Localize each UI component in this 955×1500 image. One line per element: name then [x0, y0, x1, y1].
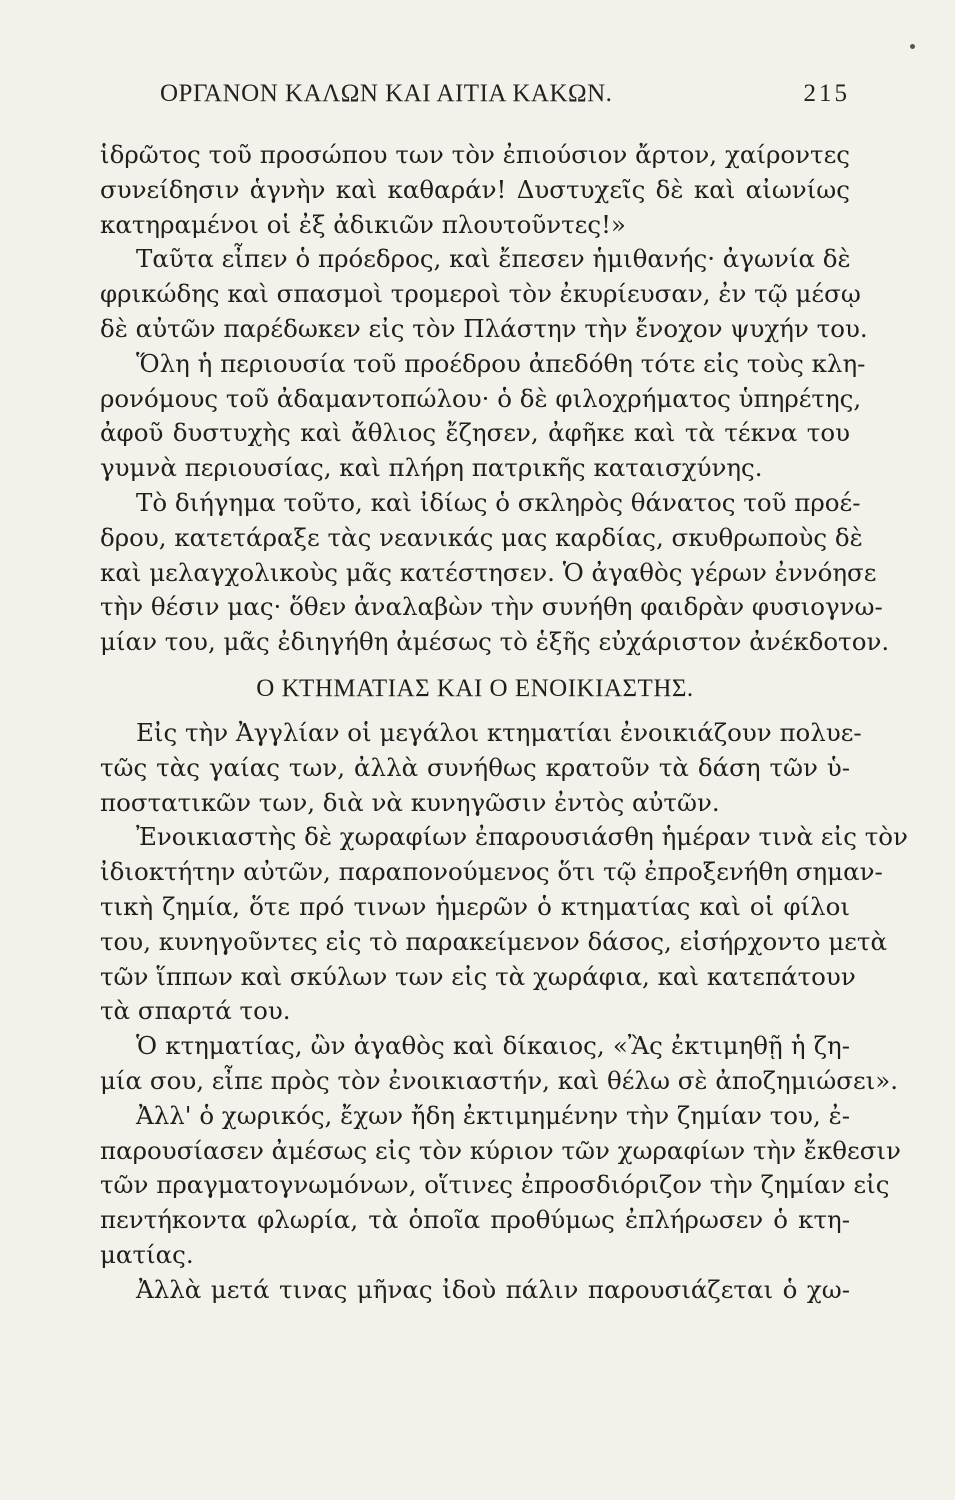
text-line: ἰδιοκτήτην αὐτῶν, παραπονούμενος ὅτι τῷ ἐπροξενήθη σημαν- [100, 857, 883, 887]
text-line: Ὁ κτηματίας, ὢν ἀγαθὸς καὶ δίκαιος, «Ἂς ἐκτιμηθῇ ἡ ζη- [136, 1031, 850, 1061]
paragraph [100, 242, 868, 346]
text-line: ποστατικῶν των, διὰ νὰ κυνηγῶσιν ἐντὸς αὐτῶν. [100, 787, 720, 817]
text-line: του, κυνηγοῦντες εἰς τὸ παρακείμενον δάσος, εἰσήρχοντο μετὰ [100, 926, 888, 956]
text-block-top [100, 138, 890, 660]
text-line: φρικώδης καὶ σπασμοὶ τρομεροὶ τὸν ἐκυρίευσαν, ἐν τῷ μέσῳ [100, 279, 861, 309]
text-line: μίαν του, μᾶς ἐδιηγήθη ἀμέσως τὸ ἑξῆς εὐχάριστον ἀνέκδοτον. [100, 627, 890, 657]
text-line: συνείδησιν ἁγνὴν καὶ καθαράν! Δυστυχεῖς δὲ καὶ αἰωνίως [100, 174, 850, 204]
paragraph [100, 1273, 850, 1308]
text-line: παρουσίασεν ἀμέσως εἰς τὸν κύριον τῶν χωραφίων τὴν ἔκθεσιν [100, 1135, 901, 1165]
paragraph [100, 716, 862, 820]
text-line: τὴν θέσιν μας· ὅθεν ἀναλαβὼν τὴν συνήθη φαιδρὰν φυσιογνω- [100, 592, 883, 622]
text-line: πεντήκοντα φλωρία, τὰ ὁποῖα προθύμως ἐπλήρωσεν ὁ κτη- [100, 1205, 850, 1235]
text-line: ἱδρῶτος τοῦ προσώπου των τὸν ἐπιούσιον ἄρτον, χαίροντες [100, 140, 850, 169]
text-line: Ἀλλ' ὁ χωρικός, ἔχων ἤδη ἐκτιμημένην τὴν ζημίαν του, ἐ- [136, 1100, 850, 1130]
text-line: κατηραμένοι οἱ ἐξ ἀδικιῶν πλουτοῦντες!» [100, 209, 626, 239]
text-line: ματίας. [100, 1239, 194, 1269]
text-line: δρου, κατετάραξε τὰς νεανικάς μας καρδίας, σκυθρωποὺς δὲ [100, 522, 863, 552]
text-line: τῶν ἵππων καὶ σκύλων των εἰς τὰ χωράφια, καὶ κατεπάτουν [100, 961, 856, 991]
text-line: τικὴ ζημία, ὅτε πρό τινων ἡμερῶν ὁ κτηματίας καὶ οἱ φίλοι [100, 891, 850, 921]
text-line: τῶν πραγματογνωμόνων, οἵτινες ἐπροσδιόριζον τὴν ζημίαν εἰς [100, 1170, 890, 1200]
paragraph [100, 347, 866, 486]
paragraph [100, 138, 850, 242]
body-text [100, 138, 908, 1308]
section-title: Ο ΚΤΗΜΑΤΙΑΣ ΚΑΙ Ο ΕΝΟΙΚΙΑΣΤΗΣ. [256, 674, 694, 702]
text-line: Εἰς τὴν Ἀγγλίαν οἱ μεγάλοι κτηματίαι ἐνοικιάζουν πολυε- [136, 717, 862, 747]
paragraph [100, 486, 890, 660]
text-line: καὶ μελαγχολικοὺς μᾶς κατέστησεν. Ὁ ἀγαθὸς γέρων ἐννόησε [100, 557, 877, 587]
page-number: 215 [803, 80, 850, 107]
paragraph [100, 1099, 901, 1273]
text-line: τῶς τὰς γαίας των, ἀλλὰ συνήθως κρατοῦν τὰ δάση τῶν ὑ- [100, 752, 850, 782]
text-block-bottom [100, 716, 908, 1308]
text-line: Ταῦτα εἶπεν ὁ πρόεδρος, καὶ ἔπεσεν ἡμιθανής· ἀγωνία δὲ [136, 244, 851, 274]
paragraph [100, 820, 908, 1029]
text-line: Ἐνοικιαστὴς δὲ χωραφίων ἐπαρουσιάσθη ἡμέραν τινὰ εἰς τὸν [136, 822, 908, 852]
running-header [160, 80, 850, 108]
text-line: τὰ σπαρτά του. [100, 996, 291, 1026]
text-line: δὲ αὐτῶν παρέδωκεν εἰς τὸν Πλάστην τὴν ἔνοχον ψυχήν του. [100, 313, 868, 343]
ink-speck [910, 44, 915, 49]
text-line: Ὅλη ἡ περιουσία τοῦ προέδρου ἀπεδόθη τότε εἰς τοὺς κλη- [136, 348, 866, 378]
running-title: ΟΡΓΑΝΟΝ ΚΑΛΩΝ ΚΑΙ ΑΙΤΙΑ ΚΑΚΩΝ. [160, 80, 613, 107]
text-line: γυμνὰ περιουσίας, καὶ πλήρη πατρικῆς καταισχύνης. [100, 453, 763, 483]
text-line: Τὸ διήγημα τοῦτο, καὶ ἰδίως ὁ σκληρὸς θάνατος τοῦ προέ- [136, 487, 861, 517]
paragraph [100, 1029, 899, 1099]
text-line: Ἀλλὰ μετά τινας μῆνας ἰδοὺ πάλιν παρουσιάζεται ὁ χω- [136, 1274, 850, 1304]
text-line: ἀφοῦ δυστυχὴς καὶ ἄθλιος ἔζησεν, ἀφῆκε καὶ τὰ τέκνα του [100, 418, 850, 448]
text-line: μία σου, εἶπε πρὸς τὸν ἐνοικιαστήν, καὶ θέλω σὲ ἀποζημιώσει». [100, 1065, 899, 1095]
text-line: ρονόμους τοῦ ἀδαμαντοπώλου· ὁ δὲ φιλοχρήματος ὑπηρέτης, [100, 383, 862, 413]
